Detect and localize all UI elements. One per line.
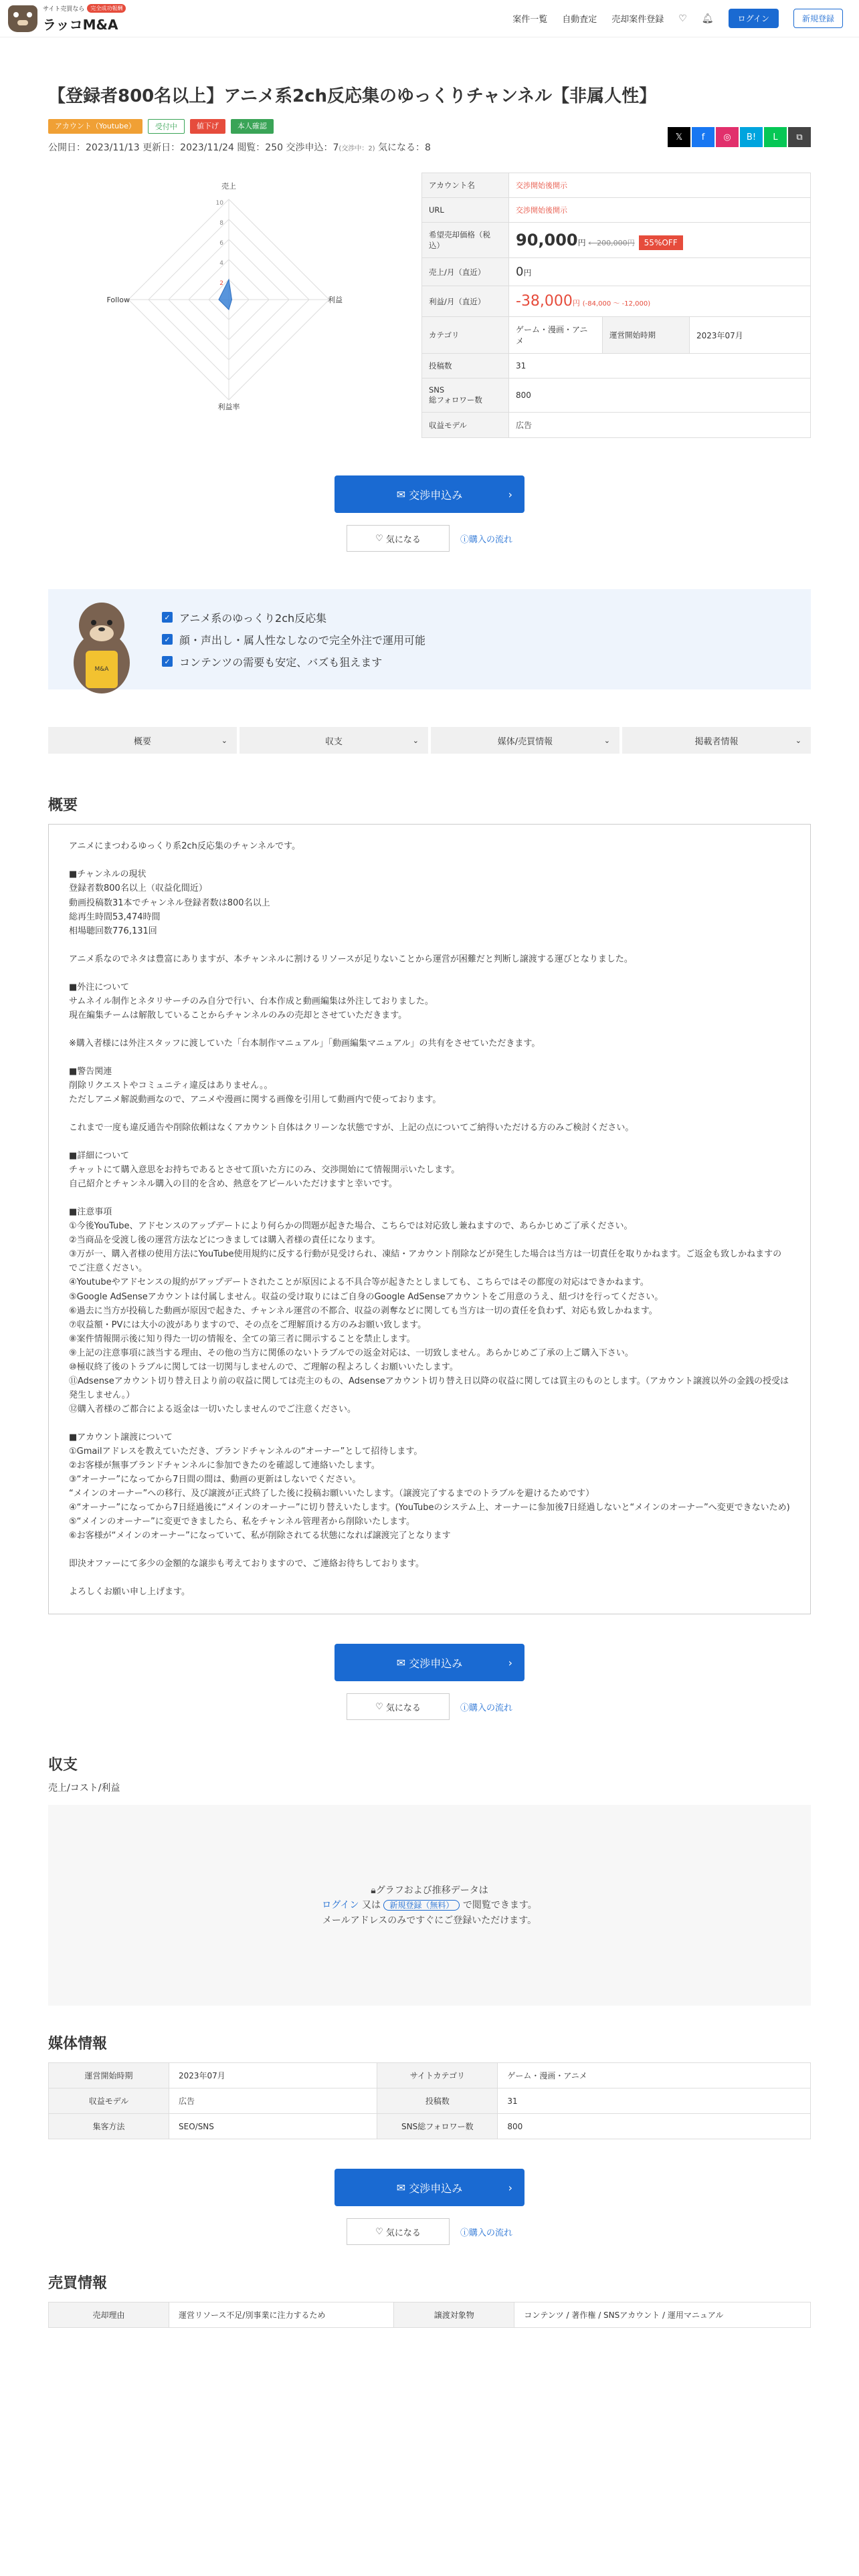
- discount-badge: 55%OFF: [639, 235, 683, 250]
- chevron-down-icon: ⌄: [795, 736, 801, 745]
- info-icon: ⓘ: [460, 534, 469, 545]
- summary-line: [69, 938, 790, 952]
- purchase-flow-link[interactable]: [460, 532, 512, 545]
- summary-line: ■外注について: [69, 982, 130, 992]
- tag-status: 受付中: [148, 119, 185, 134]
- summary-line: [69, 1107, 790, 1121]
- url-label: URL: [422, 198, 509, 223]
- summary-heading: 概要: [48, 797, 78, 815]
- summary-box: [48, 824, 811, 1614]
- register-button[interactable]: 新規登録: [793, 9, 843, 28]
- lock-line1: グラフおよび推移データは: [375, 1885, 488, 1896]
- income-login-link[interactable]: ログイン: [322, 1900, 359, 1911]
- summary-line: チャットにて購入意思をお持ちであるとさせて頂いた方にのみ、交渉開始にて情報開示いたします。: [69, 1165, 460, 1176]
- account-name-value: 交渉開始後開示: [516, 181, 567, 191]
- radar-axis-sales: 売上: [221, 182, 236, 191]
- summary-line: よろしくお願い申し上げます。: [69, 1587, 190, 1598]
- summary-line: ■警告関連: [69, 1066, 112, 1077]
- svg-text:M&A: M&A: [94, 666, 109, 673]
- summary-line: [69, 966, 790, 980]
- purchase-flow-link[interactable]: [460, 1701, 512, 1713]
- tag-discount: 値下げ: [190, 119, 225, 134]
- radar-tick-10: 10: [215, 200, 223, 207]
- summary-line: アニメにまつわるゆっくり系2ch反応集のチャンネルです。: [69, 841, 301, 852]
- radar-axis-follow: Follow: [106, 296, 130, 305]
- purchase-flow-label: 購入の流れ: [469, 534, 513, 545]
- summary-line: 動画投稿数31本でチャンネル登録者数は800名以上: [69, 897, 270, 908]
- summary-line: ⑨上記の注意事項に該当する理由、その他の当方に関係のないトラブルでの返金対応は、一切致しません。あらかじめご了承の上ご購入下さい。: [69, 1348, 634, 1358]
- summary-line: ■注意事項: [69, 1207, 112, 1218]
- heart-icon: ♡: [375, 533, 386, 544]
- highlight-item: [162, 610, 425, 625]
- profit-value: -38,000: [516, 293, 573, 310]
- summary-line: 相場聴回数776,131回: [69, 926, 157, 936]
- updated-date: 更新日：2023/11/24: [142, 142, 234, 154]
- trade-value: 運営リソース不足/別事業に注力するため: [169, 2302, 394, 2328]
- line-icon[interactable]: L: [764, 127, 787, 147]
- media-key: 集客方法: [49, 2114, 169, 2139]
- chevron-right-icon: ›: [508, 488, 512, 501]
- media-key: サイトカテゴリ: [377, 2063, 498, 2088]
- purchase-flow-label: 購入の流れ: [469, 2228, 513, 2238]
- info-table: [421, 173, 811, 438]
- chevron-down-icon: ⌄: [603, 736, 610, 745]
- check-icon: ✓: [162, 612, 173, 623]
- favorite-button[interactable]: [347, 1693, 450, 1720]
- revenue-model-value: 広告: [509, 413, 811, 438]
- price-label: 希望売却価格（税込）: [422, 223, 509, 258]
- summary-line: サムネイル制作とネタリサーチのみ自分で行い、台本作成と動画編集は外注しておりました。: [69, 996, 434, 1006]
- highlight-item: [162, 632, 425, 647]
- tag-type: アカウント（Youtube）: [48, 119, 142, 134]
- view-count: 閲覧：250: [237, 142, 284, 154]
- radar-svg: [48, 173, 409, 427]
- favorite-label: 気になる: [385, 1703, 421, 1713]
- summary-line: ⑫購入者様のご都合による返金は一切いたしませんのでご注意ください。: [69, 1404, 357, 1414]
- summary-line: 総再生時間53,474時間: [69, 911, 161, 922]
- profit-label: 利益/月（直近）: [422, 286, 509, 317]
- summary-line: ⑥過去に当方が投稿した動画が原因で起きた、チャンネル運営の不都合、収益の剥奪などに関しても当方は一切の責任を負わず、対応も致しかねます。: [69, 1305, 658, 1316]
- summary-line: ③“オーナー”になってから7日間の間は、動画の更新はしないでください。: [69, 1475, 361, 1485]
- chat-icon: ✉︎: [396, 488, 409, 501]
- radar-axis-profit: 利益: [328, 296, 343, 305]
- tab-label: 概要: [133, 736, 151, 747]
- heart-icon[interactable]: ♡: [678, 13, 687, 24]
- negotiate-button[interactable]: [335, 2169, 524, 2206]
- income-heading: 収支: [48, 1757, 78, 1774]
- heart-icon: ♡: [375, 2226, 386, 2237]
- summary-line: ■詳細について: [69, 1151, 130, 1162]
- summary-line: ①今後YouTube、アドセンスのアップデートにより何らかの問題が起きた場合、こちらでは対応致し兼ねますので、あらかじめご了承ください。: [69, 1221, 633, 1232]
- info-icon: ⓘ: [460, 2228, 469, 2238]
- trade-heading: 売買情報: [48, 2275, 108, 2292]
- favorite-button[interactable]: [347, 2218, 450, 2245]
- media-value: SEO/SNS: [169, 2114, 377, 2139]
- heart-icon: ♡: [375, 1701, 386, 1712]
- summary-line: ⑧案件情報開示後に知り得た一切の情報を、全ての第三者に開示することを禁止します。: [69, 1333, 415, 1344]
- summary-line: ④Youtubeやアドセンスの規約がアップデートされたことが原因による不具合等が起きたとしましても、こちらではその都度の対応はできかねます。: [69, 1277, 649, 1288]
- negotiate-label: 交渉申込み: [409, 2181, 463, 2195]
- summary-line: ⑪Adsenseアカウント切り替え日より前の収益に関しては売主のもの、Adsenseアカウント切り替え日以降の収益に関しては買主のものとします。（アカウント譲渡以外の金銭の授受は発生しません。）: [69, 1376, 789, 1400]
- purchase-flow-link[interactable]: [460, 2226, 512, 2238]
- summary-line: [69, 1571, 790, 1585]
- media-value: ゲーム・漫画・アニメ: [498, 2063, 811, 2088]
- summary-line: ②当商品を受渡し後の運営方法などにつきましては購入者様の責任になります。: [69, 1235, 381, 1246]
- category-label: カテゴリ: [422, 317, 509, 354]
- sns-label: SNS 総フォロワー数: [422, 379, 509, 413]
- action-block-2: [48, 1644, 811, 1720]
- radar-chart: [48, 173, 409, 427]
- url-value: 交渉開始後開示: [516, 206, 567, 215]
- page-title: 【登録者800名以上】アニメ系2ch反応集のゆっくりチャンネル【非属人性】: [48, 86, 657, 106]
- media-key: 収益モデル: [49, 2088, 169, 2114]
- tab-overview[interactable]: [48, 727, 237, 754]
- login-button[interactable]: ログイン: [729, 9, 779, 28]
- posts-label: 投稿数: [422, 354, 509, 379]
- tab-label: 収支: [324, 736, 343, 747]
- summary-line: ⑩極収終了後のトラブルに関しては一切関与しませんので、ご理解の程よろしくお願いいたします。: [69, 1362, 458, 1372]
- table-row: [49, 2114, 811, 2139]
- tab-income[interactable]: [240, 727, 428, 754]
- media-key: SNS総フォロワー数: [377, 2114, 498, 2139]
- logo-main: ラッコM&A: [43, 16, 118, 33]
- favorite-count: 気になる：8: [378, 142, 431, 154]
- check-icon: ✓: [162, 634, 173, 645]
- summary-line: [69, 1051, 790, 1065]
- start-value: 2023年07月: [690, 317, 811, 354]
- chevron-right-icon: ›: [508, 2181, 512, 2194]
- logo-sub: サイト売買なら: [43, 5, 85, 13]
- category-value: ゲーム・漫画・アニメ: [509, 317, 603, 354]
- logo-pill: 完全成功報酬: [87, 4, 126, 13]
- info-icon: ⓘ: [460, 1703, 469, 1713]
- summary-line: “メインのオーナー”への移行、及び譲渡が正式終了した後に投稿お願いいたします。（譲渡完了するまでのトラブルを避けるためです）: [69, 1489, 595, 1499]
- tab-media-trade[interactable]: [431, 727, 619, 754]
- media-value: 800: [498, 2114, 811, 2139]
- profit-range: (-84,000 〜 -12,000): [582, 300, 651, 308]
- summary-line: 削除リクエストやコミュニティ違反はありません。。: [69, 1080, 273, 1091]
- negotiate-label: 交渉申込み: [409, 1656, 463, 1670]
- revenue-model-label: 収益モデル: [422, 413, 509, 438]
- summary-line: ①Gmailアドレスを教えていただき、ブランドチャンネルの“オーナー”として招待します。: [69, 1446, 423, 1457]
- tag-verified: 本人確認: [231, 119, 274, 134]
- account-name-label: アカウント名: [422, 173, 509, 198]
- lock-or: 又は: [359, 1900, 384, 1911]
- summary-line: [69, 1191, 790, 1205]
- summary-line: ■チャンネルの現状: [69, 869, 147, 880]
- radar-tick-6: 6: [219, 240, 223, 247]
- sales-unit: 円: [523, 268, 532, 278]
- summary-line: [69, 1416, 790, 1430]
- tab-label: 掲載者情報: [694, 736, 739, 747]
- link-icon[interactable]: ⧉: [788, 127, 811, 147]
- negotiate-button[interactable]: [335, 475, 524, 513]
- chevron-right-icon: ›: [508, 1656, 512, 1669]
- media-key: 投稿数: [377, 2088, 498, 2114]
- chat-icon: ✉︎: [396, 2181, 409, 2194]
- chevron-down-icon: ⌄: [412, 736, 419, 745]
- income-register-link[interactable]: 新規登録（無料）: [383, 1900, 460, 1911]
- sales-label: 売上/月（直近）: [422, 258, 509, 286]
- trade-value: コンテンツ / 著作権 / SNSアカウント / 運用マニュアル: [514, 2302, 811, 2328]
- purchase-flow-label: 購入の流れ: [469, 1703, 513, 1713]
- summary-line: ④“オーナー”になってから7日経過後に“メインのオーナー”に切り替えいたします。(YouTubeのシステム上、オーナーに参加後7日経過しないと“メインのオーナー”へ変更できないため): [69, 1503, 790, 1513]
- price-value: 90,000: [516, 231, 578, 250]
- summary-line: ②お客様が無事ブランドチャンネルに参加できたのを確認して連絡いたします。: [69, 1461, 380, 1471]
- summary-line: ■アカウント譲渡について: [69, 1432, 173, 1442]
- action-block-1: [48, 475, 811, 552]
- x-icon[interactable]: 𝕏: [668, 127, 690, 147]
- bell-icon[interactable]: 🔔︎: [701, 13, 714, 24]
- site-logo[interactable]: [8, 4, 126, 33]
- lock-icon: 🔒︎: [371, 1885, 376, 1896]
- chevron-down-icon: ⌄: [221, 736, 227, 745]
- summary-line: ただしアニメ解説動画なので、アニメや漫画に関する画像を引用して動画内で使っております。: [69, 1095, 442, 1105]
- media-value: 広告: [169, 2088, 377, 2114]
- summary-line: [69, 1135, 790, 1149]
- income-locked-panel: [48, 1805, 811, 2006]
- trade-table: [48, 2302, 811, 2328]
- nav-sell-register[interactable]: 売却案件登録: [611, 15, 664, 25]
- otter-logo-icon: [8, 5, 37, 32]
- income-subtitle: 売上/コスト/利益: [48, 1783, 120, 1794]
- sales-value: 0: [516, 265, 524, 280]
- summary-line: 即決オファーにて多少の金額的な譲歩も考えておりますので、ご連絡お待ちしております。: [69, 1559, 425, 1570]
- negotiate-label: 交渉申込み: [409, 488, 463, 502]
- favorite-button[interactable]: [347, 525, 450, 552]
- highlight-item: [162, 654, 425, 669]
- check-icon: ✓: [162, 656, 173, 667]
- trade-key: 譲渡対象物: [394, 2302, 514, 2328]
- section-tabs: [48, 727, 811, 754]
- media-value: 2023年07月: [169, 2063, 377, 2088]
- profit-unit: 円: [572, 299, 580, 308]
- nav-appraisal[interactable]: 自動査定: [562, 15, 597, 25]
- summary-line: [69, 1023, 790, 1037]
- media-table: [48, 2062, 811, 2139]
- table-row: [49, 2302, 811, 2328]
- table-row: [49, 2088, 811, 2114]
- hatena-icon[interactable]: B!: [740, 127, 763, 147]
- action-block-3: [48, 2169, 811, 2245]
- summary-line: 登録者数800名以上（収益化間近）: [69, 883, 207, 894]
- table-row: [49, 2063, 811, 2088]
- highlight-text: アニメ系のゆっくり2ch反応集: [179, 611, 327, 625]
- media-value: 31: [498, 2088, 811, 2114]
- negotiation-count: 交渉申込：7: [286, 142, 339, 154]
- radar-tick-4: 4: [219, 260, 223, 267]
- start-label: 運営開始時期: [603, 317, 690, 354]
- favorite-label: 気になる: [385, 2228, 421, 2238]
- price-old: ← 200,000円: [588, 239, 635, 248]
- summary-line: ⑤Google AdSenseアカウントは付属しません。収益の受け取りにはご自身のGoogle AdSenseアカウントをご用意のうえ、紐づけを行ってください。: [69, 1291, 664, 1302]
- highlight-box: [48, 589, 811, 689]
- summary-line: 自己紹介とチャンネル購入の目的を含め、熱意をアピールいただけますと幸いです。: [69, 1179, 397, 1190]
- summary-line: [69, 1543, 790, 1557]
- posts-value: 31: [509, 354, 811, 379]
- price-unit: 円: [577, 238, 586, 248]
- media-key: 運営開始時期: [49, 2063, 169, 2088]
- summary-line: ⑤“メインのオーナー”に変更できましたら、私をチャンネル管理者から削除いたします。: [69, 1517, 415, 1527]
- favorite-label: 気になる: [385, 534, 421, 545]
- highlight-text: コンテンツの需要も安定、バズも狙えます: [179, 655, 383, 669]
- summary-line: ⑥お客様が“メインのオーナー”になっていて、私が削除されてる状態になれば譲渡完了となります: [69, 1531, 451, 1541]
- meta-row: [48, 132, 811, 154]
- highlight-list: [162, 603, 425, 676]
- lock-line2: で閲覧できます。: [460, 1900, 537, 1911]
- radar-tick-2: 2: [219, 280, 223, 288]
- negotiate-button[interactable]: [335, 1644, 524, 1681]
- main-nav: [512, 9, 843, 28]
- media-heading: 媒体情報: [48, 2036, 108, 2053]
- summary-line: アニメ系なのでネタは豊富にありますが、本チャンネルに割けるリソースが足りないことから運営が困難だと判断し譲渡する運びとなりました。: [69, 954, 633, 964]
- trade-key: 売却理由: [49, 2302, 169, 2328]
- highlight-text: 顔・声出し・属人性なしなので完全外注で運用可能: [179, 633, 426, 647]
- sns-value: 800: [509, 379, 811, 413]
- instagram-icon[interactable]: ◎: [716, 127, 739, 147]
- lock-line3: メールアドレスのみですぐにご登録いただけます。: [322, 1915, 537, 1926]
- summary-line: ⑦収益額・PVには大小の波がありますので、その点をご理解頂ける方のみお願い致します。: [69, 1319, 427, 1330]
- radar-tick-8: 8: [219, 220, 223, 227]
- tab-seller[interactable]: [622, 727, 811, 754]
- published-date: 公開日：2023/11/13: [48, 142, 140, 154]
- chat-icon: ✉︎: [396, 1656, 409, 1669]
- summary-line: ※購入者様には外注スタッフに渡していた「台本制作マニュアル」「動画編集マニュアル」の共有をさせていただきます。: [69, 1038, 541, 1049]
- otter-mascot-icon: [62, 596, 142, 695]
- summary-line: [69, 853, 790, 867]
- negotiation-active: (交渉中：2): [339, 145, 375, 153]
- share-buttons: [668, 127, 811, 147]
- summary-line: ③万が一、購入者様の使用方法にYouTube使用規約に反する行動が見受けられ、凍結・アカウント削除などが発生した場合は当方は一切責任を取りかねます。ご返金も致しかねますのでご注意ください。: [69, 1249, 782, 1274]
- summary-line: 現在編集チームは解散していることからチャンネルのみの売却とさせていただきます。: [69, 1010, 407, 1021]
- radar-axis-margin: 利益率: [217, 403, 240, 412]
- tab-label: 媒体/売買情報: [497, 736, 553, 747]
- facebook-icon[interactable]: f: [692, 127, 714, 147]
- nav-listings[interactable]: 案件一覧: [512, 15, 548, 25]
- site-header: [0, 0, 859, 37]
- summary-line: これまで一度も違反通告や削除依頼はなくアカウント自体はクリーンな状態ですが、上記の点についてご納得いただける方のみご検討ください。: [69, 1123, 634, 1134]
